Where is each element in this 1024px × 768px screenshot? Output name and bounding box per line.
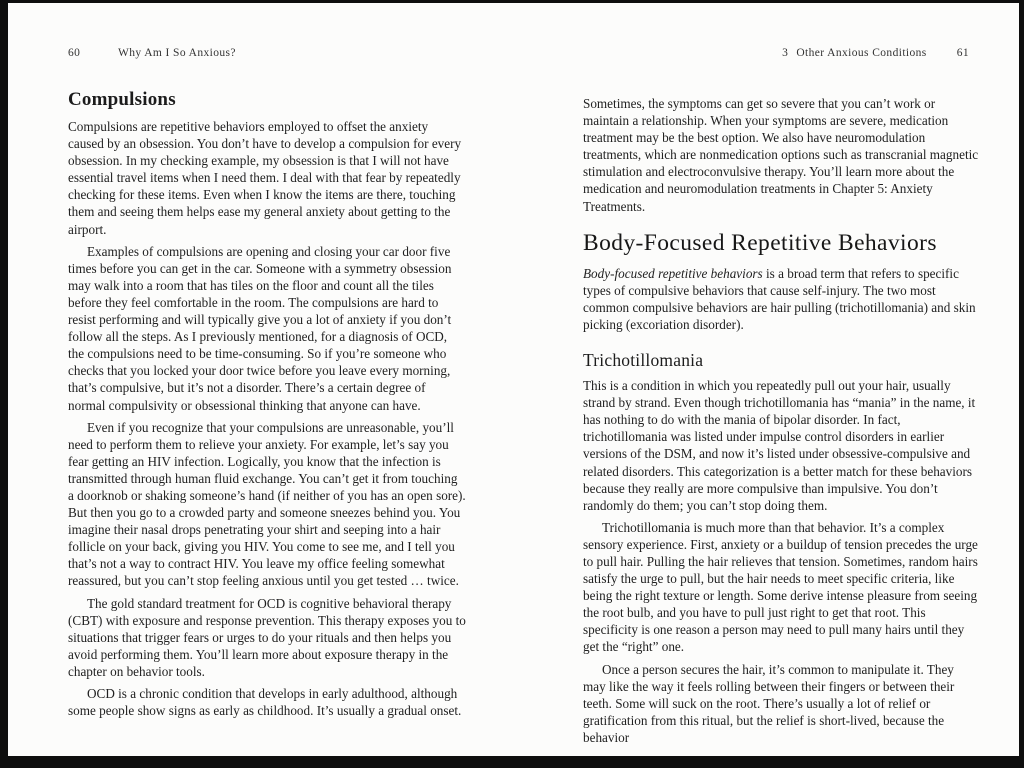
chapter-number: 3 [782,47,789,59]
book-spread [8,3,1019,756]
paragraph: Trichotillomania is much more than that behavior. It’s a complex sensory experience. First, anxiety or a buildup of tension precedes the urge to pull hair. Pulling the hair relieves that tension. Sometimes, random hairs satisfy the urge to pull, but the hair needs to meet specific criteria, like being the right texture or length. Some derive intense pleasure from seeing the root bulb, and you have to pull just right to get that root. This specificity is one reason a person may need to pull many hairs until they get the “right” one. [583,519,978,655]
running-head-left-title: Why Am I So Anxious? [118,47,236,59]
subsection-heading-trichotillomania: Trichotillomania [583,350,704,371]
running-head-right [583,47,977,59]
paragraph: OCD is a chronic condition that develops in early adulthood, although some people show signs as early as childhood. It’s usually a gradual onset. [68,686,462,719]
bfrb-intro-text: is a broad term that refers to specific types of compulsive behaviors that cause self-injury. The two most common compulsive behaviors are hair pulling (trichotillomania) and skin picking (excoriation disorder). [583,265,976,332]
section-heading-compulsions: Compulsions [68,89,176,110]
paragraph: Once a person secures the hair, it’s common to manipulate it. They may like the way it feels rolling between their fingers or between their teeth. Some will suck on the root. There’s usually a lot of relief or gratification from this ritual, but the relief is short-lived, because the behavior [583,661,955,745]
page-number-right: 61 [956,47,969,59]
bfrb-term-italic: Body-focused repetitive behaviors [583,265,763,281]
right-page-column [583,95,979,751]
paragraph: Sometimes, the symptoms can get so severe that you can’t work or maintain a relationship. When your symptoms are severe, medication treatment may be the best option. We also have neuromodulation treatments, which are nonmedication options such as transcranial magnetic stimulation and electroconvulsive therapy. You’ll learn more about the medication and neuromodulation treatments in Chapter 5: Anxiety Treatments. [583,96,979,214]
paragraph: Compulsions are repetitive behaviors employed to offset the anxiety caused by an obsession. You don’t have to develop a compulsion for every obsession. In my checking example, my obsession is that I will not have essential travel items when I need them. I deal with that fear by repeatedly checking for these items. Even when I know the items are there, touching them and seeing them helps ease my general anxiety about getting to the airport. [68,119,462,237]
section-heading-bfrb: Body-Focused Repetitive Behaviors [583,229,937,256]
paragraph: This is a condition in which you repeatedly pull out your hair, usually strand by strand. Even though trichotillomania has “mania” in the name, it has nothing to do with the mania of bipolar disorder. In fact, trichotillomania was listed under impulse control disorders in earlier versions of the DSM, and now it’s listed under obsessive-compulsive and related disorders. This categorization is a better match for these behaviors because they really are more compulsive than impulsive. You don’t randomly do them; you can’t stop doing them. [583,378,976,513]
running-head-left [68,47,236,59]
paragraph: Even if you recognize that your compulsions are unreasonable, you’ll need to perform them to relieve your anxiety. For example, let’s say you fear getting an HIV infection. Logically, you know that the infection is transmitted through human fluid exchange. You can’t get it from touching a doorknob or shaking someone’s hand (if neither of you has an open sore). But then you go to a crowded party and someone sneezes behind you. You imagine their nasal drops penetrating your shirt and seeping into a hair follicle on your back, giving you HIV. You come to see me, and I tell you that’s not a way to contract HIV. You leave my office feeling somewhat reassured, but you can’t stop feeling anxious until you get tested … twice. [68,419,466,589]
left-page-column [68,89,466,724]
running-head-right-title: Other Anxious Conditions [796,47,927,59]
paragraph: The gold standard treatment for OCD is cognitive behavioral therapy (CBT) with exposure and response prevention. This therapy exposes you to situations that trigger fears or urges to do your rituals and then helps you avoid performing them. You’ll learn more about exposure therapy in the chapter on behavior tools. [68,595,466,679]
page-number-left: 60 [68,47,81,59]
paragraph: Examples of compulsions are opening and closing your car door five times before you can get in the car. Someone with a symmetry obsession may walk into a room that has tiles on the floor and count all the tiles before they feel comfortable in the room. The compulsions are hard to resist performing and will typically give you a lot of anxiety if you don’t follow all the steps. As I previously mentioned, for a diagnosis of OCD, the compulsions need to be time-consuming. So if you’re someone who checks that you locked your door twice before you leave every morning, that’s compulsive, but it’s not a disorder. There’s a certain degree of normal compulsivity or obsessional thinking that anyone can have. [68,243,452,413]
paragraph [583,265,979,333]
